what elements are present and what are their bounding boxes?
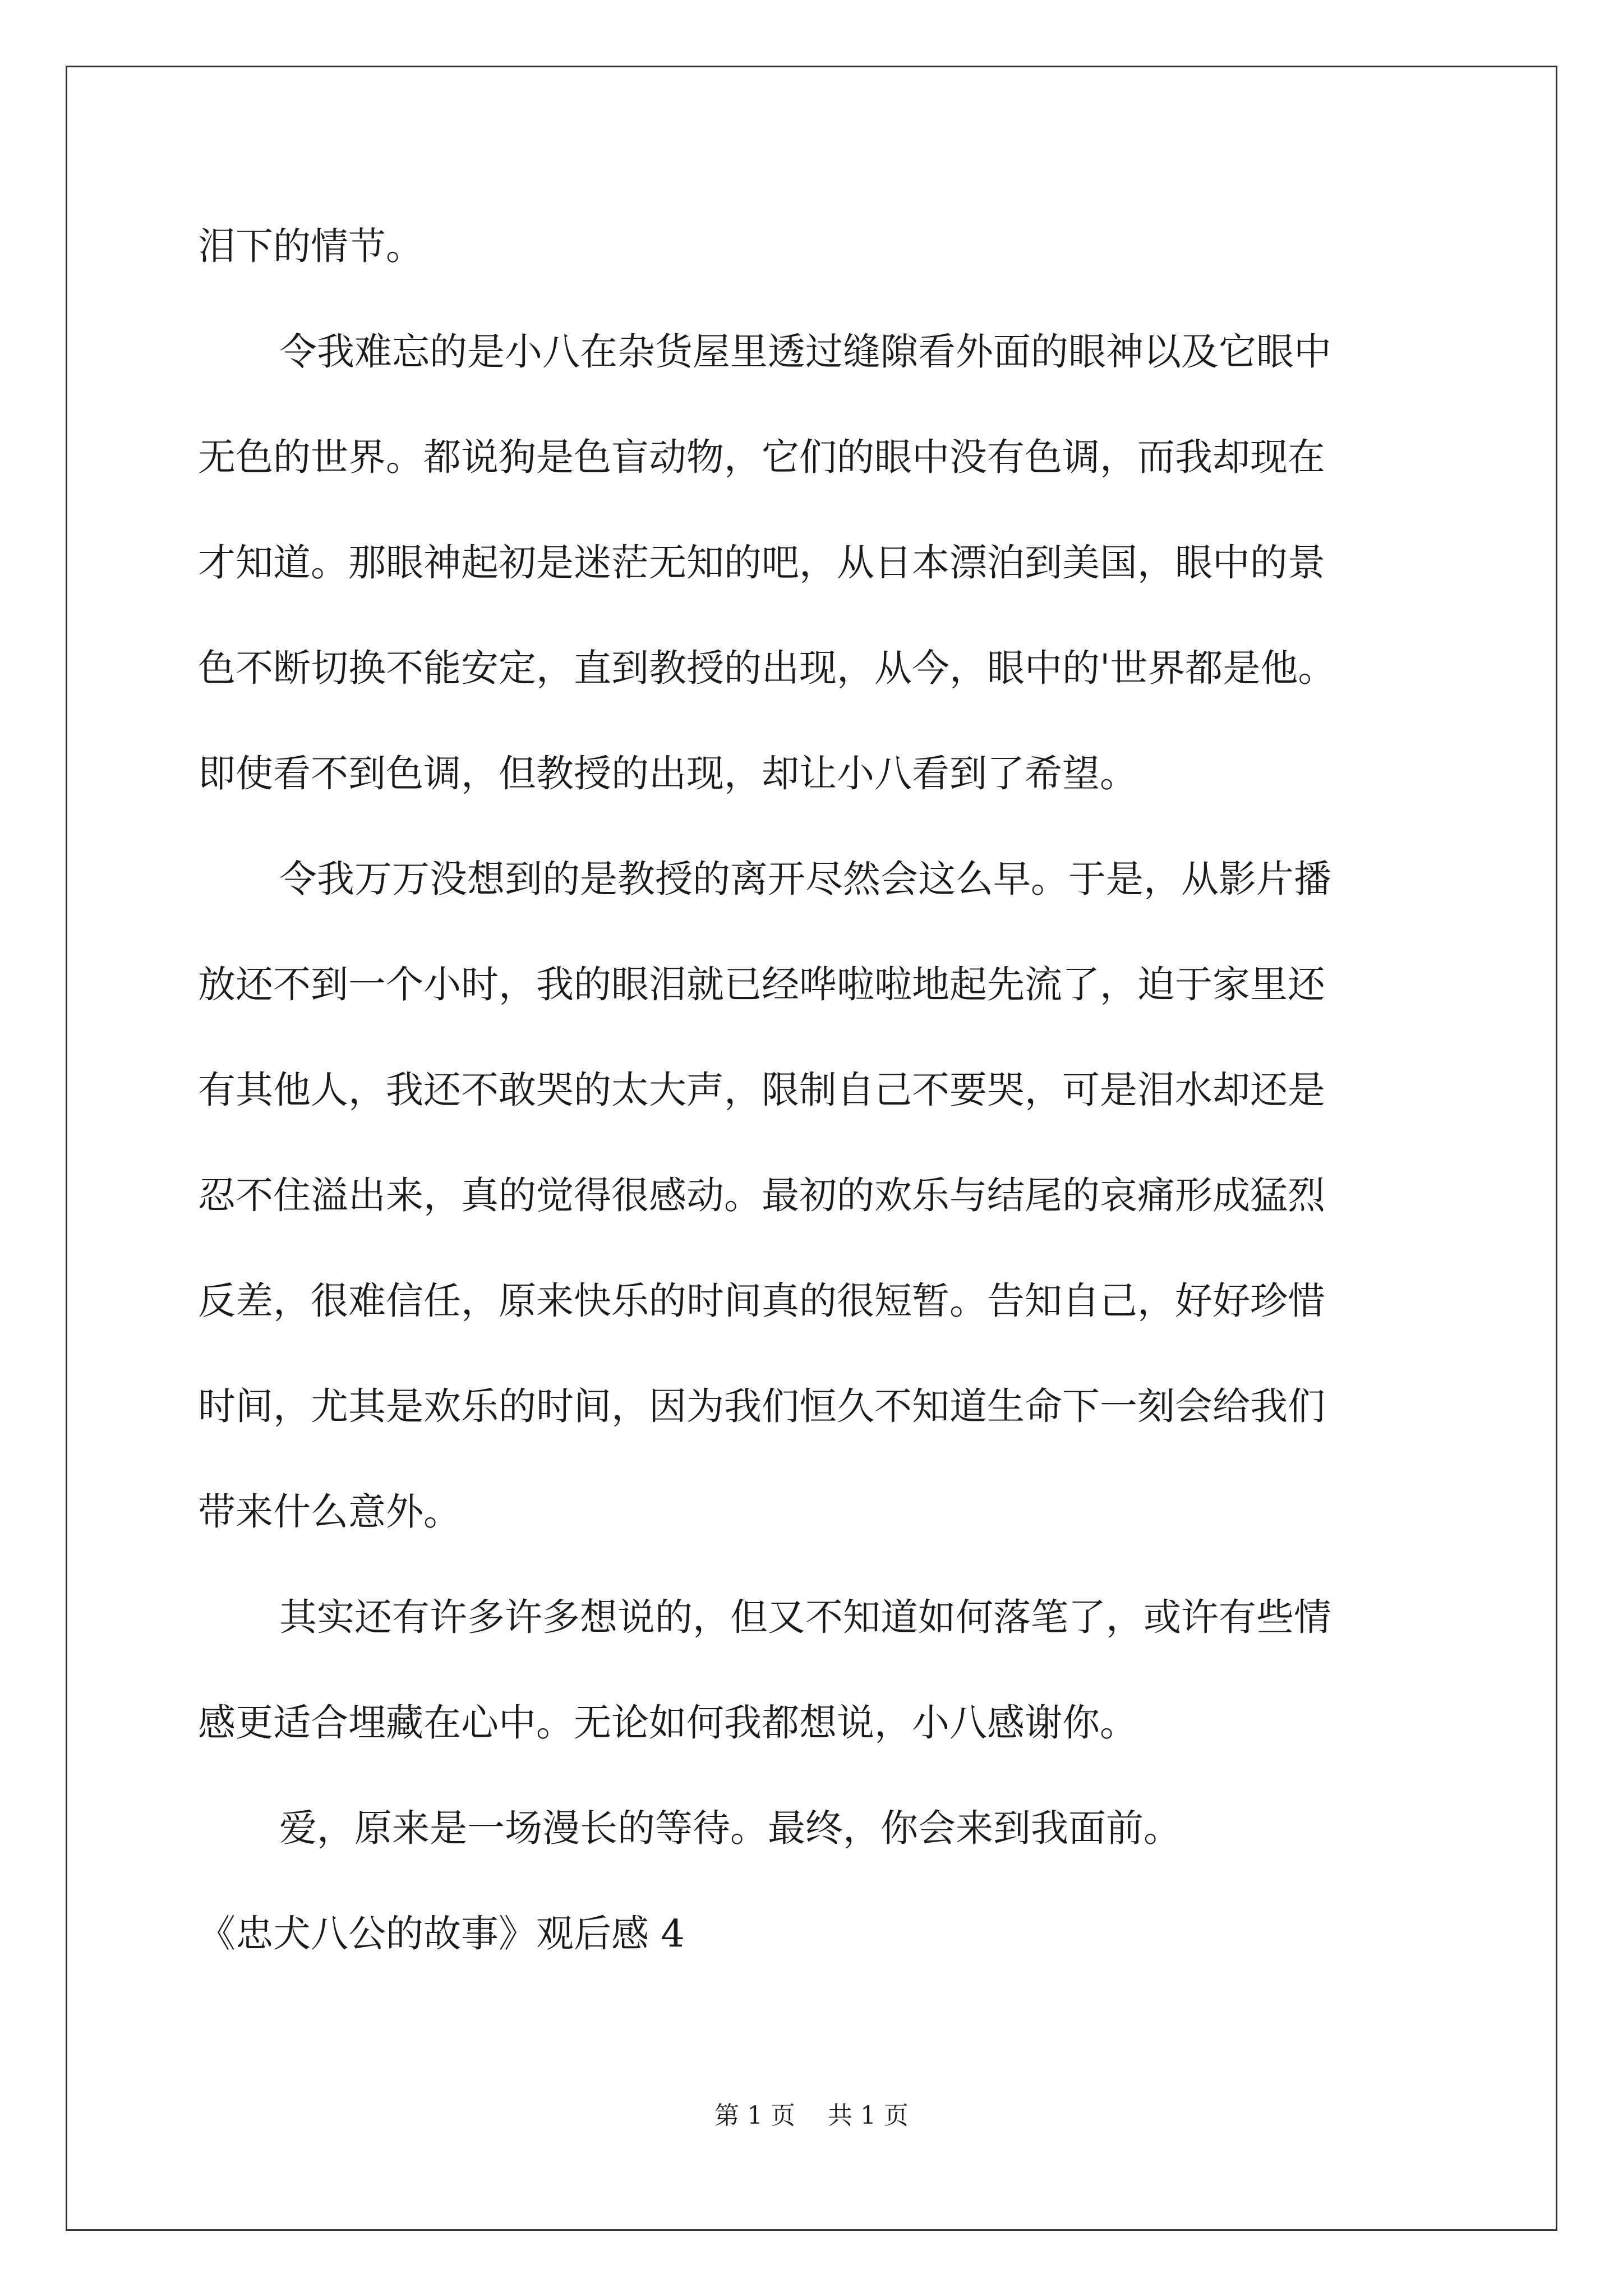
text-line-15: 感更适合埋藏在心中。无论如何我都想说，小八感谢你。 [198, 1701, 1137, 1745]
page-number: 第 1 页 [714, 2101, 795, 2130]
text-line-9: 有其他人，我还不敢哭的太大声，限制自己不要哭，可是泪水却还是 [198, 1068, 1325, 1112]
text-line-2: 令我难忘的是小八在杂货屋里透过缝隙看外面的眼神以及它眼中 [279, 330, 1331, 374]
text-line-11: 反差，很难信任，原来快乐的时间真的很短暂。告知自己，好好珍惜 [198, 1279, 1325, 1323]
section-heading: 《忠犬八公的故事》观后感 4 [198, 1912, 685, 1955]
page-footer [0, 2099, 1623, 2133]
page-total: 共 1 页 [828, 2101, 909, 2130]
text-line-7: 令我万万没想到的是教授的离开尽然会这么早。于是，从影片播 [279, 857, 1331, 901]
text-line-4: 才知道。那眼神起初是迷茫无知的吧，从日本漂泊到美国，眼中的景 [198, 541, 1325, 585]
text-line-16: 爱，原来是一场漫长的等待。最终，你会来到我面前。 [279, 1806, 1181, 1850]
text-line-3: 无色的世界。都说狗是色盲动物，它们的眼中没有色调，而我却现在 [198, 435, 1325, 479]
text-line-5: 色不断切换不能安定，直到教授的出现，从今，眼中的'世界都是他。 [198, 646, 1336, 690]
text-line-1: 泪下的情节。 [198, 224, 423, 268]
text-line-14: 其实还有许多许多想说的，但又不知道如何落笔了，或许有些情 [279, 1595, 1331, 1639]
text-line-8: 放还不到一个小时，我的眼泪就已经哗啦啦地起先流了，迫于家里还 [198, 963, 1325, 1006]
text-line-13: 带来什么意外。 [198, 1490, 461, 1534]
text-line-6: 即使看不到色调，但教授的出现，却让小八看到了希望。 [198, 752, 1137, 795]
text-line-10: 忍不住溢出来，真的觉得很感动。最初的欢乐与结尾的哀痛形成猛烈 [198, 1174, 1325, 1217]
document-body [198, 206, 1425, 1999]
text-line-12: 时间，尤其是欢乐的时间，因为我们恒久不知道生命下一刻会给我们 [198, 1384, 1325, 1428]
